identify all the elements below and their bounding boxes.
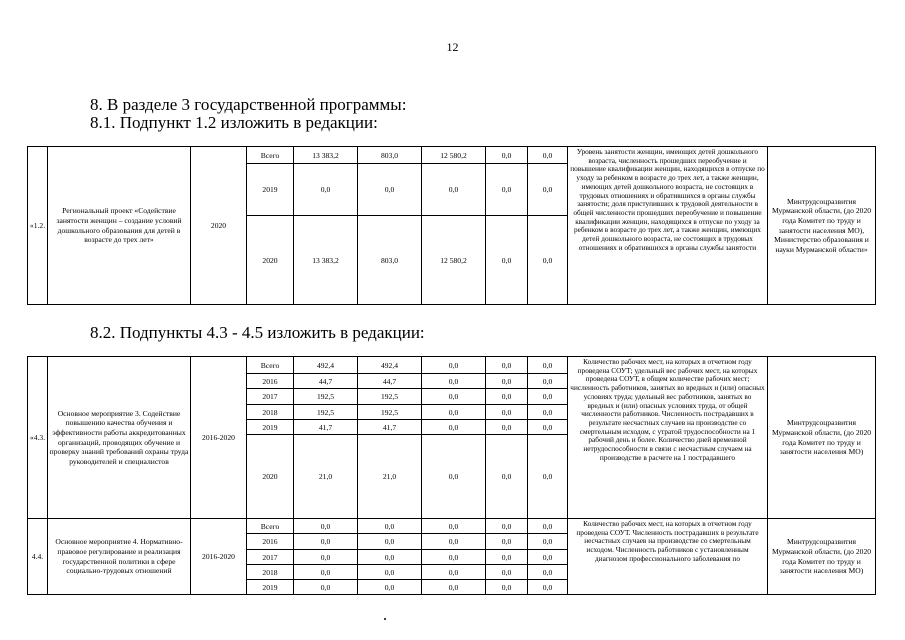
cell-value: 0,0 (486, 534, 528, 550)
cell-value: 0,0 (358, 534, 422, 550)
cell-value: 492,4 (358, 357, 422, 374)
cell-value: 0,0 (422, 534, 486, 550)
cell-value: 44,7 (358, 374, 422, 389)
cell-value: 0,0 (528, 550, 568, 565)
responsible-executor: Минтрудсоцразвития Мурманской области, (до 2020 года Комитет по труду и занятости населения МО) (768, 519, 876, 595)
cell-value: 0,0 (422, 519, 486, 534)
cell-value: 0,0 (528, 565, 568, 580)
cell-value: 0,0 (422, 357, 486, 374)
cell-value: 13 383,2 (294, 147, 358, 164)
row-label: 2016 (247, 534, 294, 550)
cell-value: 0,0 (422, 435, 486, 519)
cell-value: 0,0 (358, 164, 422, 216)
row-label: 2019 (247, 580, 294, 595)
cell-value: 0,0 (358, 519, 422, 534)
item-number: 4.4. (28, 519, 48, 595)
program-table-1-2 (27, 146, 876, 305)
cell-value: 12 580,2 (422, 147, 486, 164)
item-period: 2016-2020 (191, 357, 247, 519)
row-label: 2018 (247, 405, 294, 420)
cell-value: 0,0 (422, 550, 486, 565)
item-period: 2016-2020 (191, 519, 247, 595)
cell-value: 0,0 (422, 580, 486, 595)
cell-value: 21,0 (294, 435, 358, 519)
cell-value: 41,7 (294, 420, 358, 435)
cell-value: 0,0 (486, 550, 528, 565)
cell-value: 0,0 (294, 164, 358, 216)
row-label: 2020 (247, 435, 294, 519)
cell-value: 21,0 (358, 435, 422, 519)
row-label: 2019 (247, 420, 294, 435)
cell-value: 0,0 (528, 147, 568, 164)
cell-value: 803,0 (358, 147, 422, 164)
cell-value: 0,0 (486, 420, 528, 435)
row-label: 2019 (247, 164, 294, 216)
cell-value: 0,0 (528, 519, 568, 534)
cell-value: 13 383,2 (294, 216, 358, 305)
cell-value: 0,0 (528, 435, 568, 519)
cell-value: 492,4 (294, 357, 358, 374)
cell-value: 0,0 (422, 420, 486, 435)
row-label: Всего (247, 357, 294, 374)
cell-value: 192,5 (358, 389, 422, 405)
cell-value: 0,0 (528, 534, 568, 550)
cell-value: 0,0 (486, 164, 528, 216)
cell-value: 0,0 (528, 164, 568, 216)
cell-value: 0,0 (528, 420, 568, 435)
row-label: 2020 (247, 216, 294, 305)
indicators-description: Количество рабочих мест, на которых в отчетном году проведена СОУТ; удельный вес рабочих мест, на которых проведена СОУТ, в общем количестве рабочих мест; численность работников, занятых во вредных и (или) опасных условиях труда; удельный вес работников, занятых во вредных и (или) опасных условиях труда, от общей численности работников. Численность пострадавших в результате несчастных случаев на производстве со смертельным исходом, с утратой трудоспособности на 1 рабочий день и более. Количество дней временной нетрудоспособности в связи с несчастным случаем на производстве в расчете на 1 пострадавшего (568, 357, 768, 519)
cell-value: 41,7 (358, 420, 422, 435)
cell-value: 0,0 (358, 565, 422, 580)
responsible-executor: Минтрудсоцразвития Мурманской области, (до 2020 года Комитет по труду и занятости населения МО), Министерство образования и науки Мурманской области» (768, 147, 876, 305)
row-label: 2017 (247, 550, 294, 565)
indicators-description: Уровень занятости женщин, имеющих детей дошкольного возраста, численность прошедших переобучение и повышение квалификации женщин, находящихся в отпуске по уходу за ребенком в возрасте до трех лет, а также женщин, имеющих детей дошкольного возраста, не состоящих в трудовых отношениях и обратившихся в органы службы занятости; доля приступивших к трудовой деятельности в общей численности прошедших переобучение и повышение квалификации женщин, находящихся в отпуске по уходу за ребенком в возрасте до трех лет, а также женщин, имеющих детей дошкольного возраста, не состоящих в трудовых отношениях и обратившихся в органы службы занятости (568, 147, 768, 305)
cell-value: 0,0 (422, 374, 486, 389)
cell-value: 0,0 (528, 216, 568, 305)
item-number: «1.2. (28, 147, 48, 305)
item-number: «4.3. (28, 357, 48, 519)
item-period: 2020 (191, 147, 247, 305)
cell-value: 0,0 (294, 565, 358, 580)
cell-value: 0,0 (486, 147, 528, 164)
cell-value: 12 580,2 (422, 216, 486, 305)
row-label: 2018 (247, 565, 294, 580)
row-label: 2016 (247, 374, 294, 389)
responsible-executor: Минтрудсоцразвития Мурманской области, (до 2020 года Комитет по труду и занятости населения МО) (768, 357, 876, 519)
scan-speck (384, 618, 386, 620)
cell-value: 0,0 (358, 580, 422, 595)
cell-value: 0,0 (358, 550, 422, 565)
cell-value: 0,0 (294, 580, 358, 595)
cell-value: 0,0 (528, 580, 568, 595)
cell-value: 0,0 (528, 389, 568, 405)
subsection-heading-8-1: 8.1. Подпункт 1.2 изложить в редакции: (90, 113, 378, 132)
cell-value: 0,0 (528, 357, 568, 374)
row-label: Всего (247, 147, 294, 164)
cell-value: 0,0 (486, 357, 528, 374)
cell-value: 192,5 (358, 405, 422, 420)
cell-value: 0,0 (294, 519, 358, 534)
cell-value: 0,0 (486, 374, 528, 389)
cell-value: 0,0 (422, 565, 486, 580)
row-label: 2017 (247, 389, 294, 405)
section-heading: 8. В разделе 3 государственной программы: (90, 95, 407, 114)
cell-value: 0,0 (486, 565, 528, 580)
cell-value: 192,5 (294, 389, 358, 405)
cell-value: 192,5 (294, 405, 358, 420)
cell-value: 0,0 (486, 435, 528, 519)
cell-value: 0,0 (422, 405, 486, 420)
page-number: 12 (446, 40, 459, 54)
cell-value: 0,0 (486, 405, 528, 420)
cell-value: 0,0 (528, 374, 568, 389)
cell-value: 44,7 (294, 374, 358, 389)
cell-value: 0,0 (486, 519, 528, 534)
item-name: Региональный проект «Содействие занятости женщин – создание условий дошкольного образования для детей в возрасте до трех лет» (48, 147, 191, 305)
cell-value: 0,0 (486, 580, 528, 595)
subsection-heading-8-2: 8.2. Подпункты 4.3 - 4.5 изложить в редакции: (90, 323, 425, 342)
item-name: Основное мероприятие 3. Содействие повышению качества обучения и эффективности работы аккредитованных организаций, проводящих обучение и проверку знаний требований охраны труда руководителей и специалистов (48, 357, 191, 519)
cell-value: 0,0 (486, 389, 528, 405)
cell-value: 0,0 (528, 405, 568, 420)
cell-value: 0,0 (294, 534, 358, 550)
cell-value: 0,0 (294, 550, 358, 565)
cell-value: 0,0 (422, 164, 486, 216)
indicators-description: Количество рабочих мест, на которых в отчетном году проведена СОУТ. Численность пострадавших в результате несчастных случаев на производстве со смертельным исходом. Численность работников с установленным диагнозом профессионального заболевания по (568, 519, 768, 595)
item-name: Основное мероприятие 4. Нормативно-правовое регулирование и реализация государственной политики в сфере социально-трудовых отношений (48, 519, 191, 595)
program-table-4-3-4-5 (27, 356, 876, 595)
cell-value: 803,0 (358, 216, 422, 305)
row-label: Всего (247, 519, 294, 534)
cell-value: 0,0 (486, 216, 528, 305)
cell-value: 0,0 (422, 389, 486, 405)
